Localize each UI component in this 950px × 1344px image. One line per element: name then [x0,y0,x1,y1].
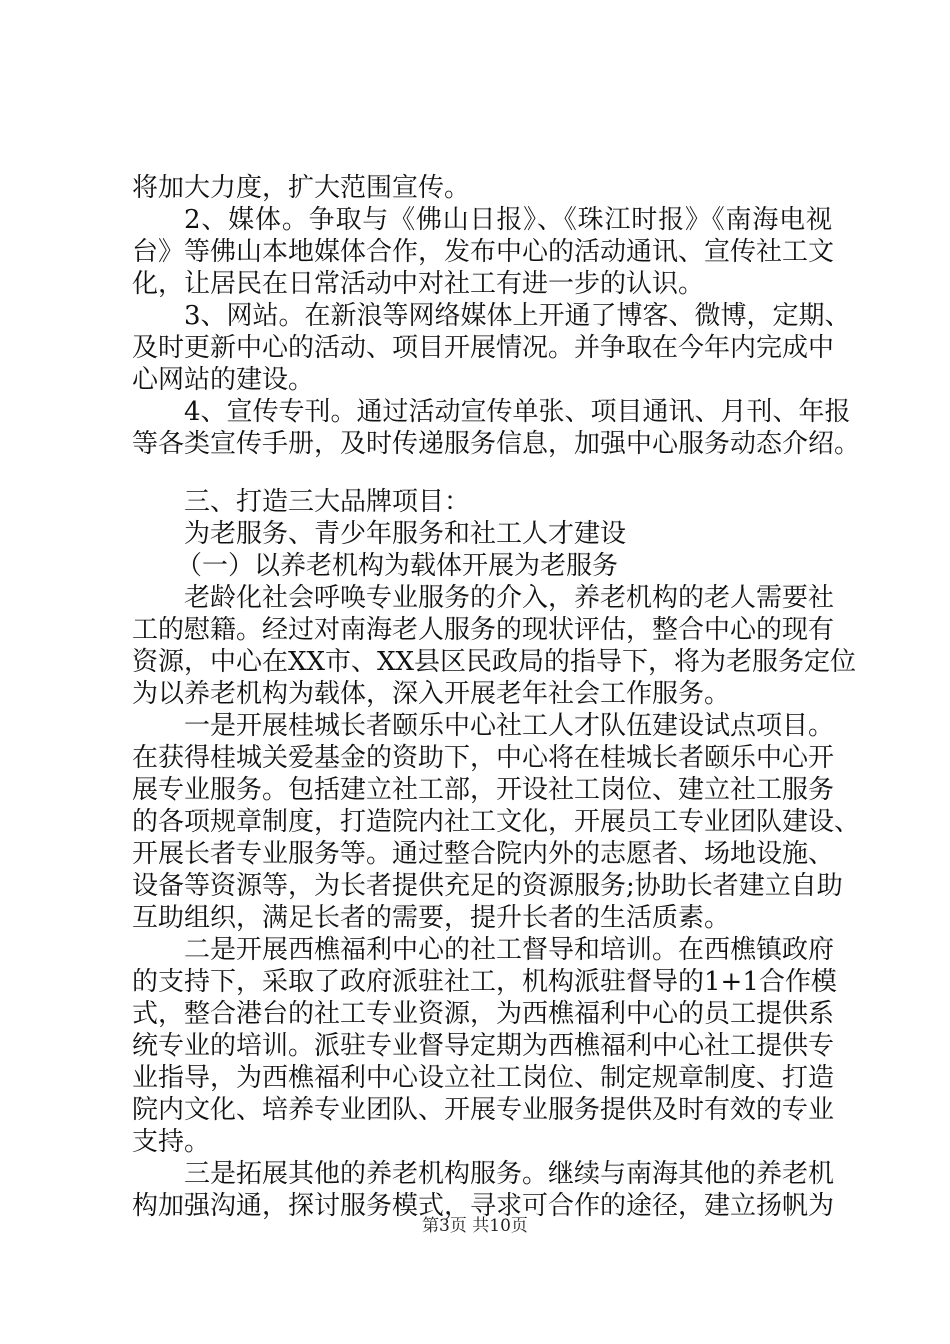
text-line: 化，让居民在日常活动中对社工有进一步的认识。 [132,269,705,299]
text-line: 展专业服务。包括建立社工部，开设社工岗位、建立社工服务 [132,775,835,805]
text-line: 等各类宣传手册，及时传递服务信息，加强中心服务动态介绍。 [132,429,861,459]
text-line: 4、宣传专刊。通过活动宣传单张、项目通讯、月刊、年报 [184,397,851,427]
text-line: 为以养老机构为载体，深入开展老年社会工作服务。 [132,679,731,709]
text-line: 式，整合港台的社工专业资源，为西樵福利中心的员工提供系 [132,999,835,1029]
text-line: 心网站的建设。 [132,365,315,395]
text-line: 业指导，为西樵福利中心设立社工岗位、制定规章制度、打造 [132,1063,835,1093]
text-line: 工的慰籍。经过对南海老人服务的现状评估，整合中心的现有 [132,615,835,645]
text-line: 老龄化社会呼唤专业服务的介入，养老机构的老人需要社 [184,583,835,613]
text-line: 支持。 [132,1127,211,1157]
document-body [132,172,861,1222]
text-line: 互助组织，满足长者的需要，提升长者的生活质素。 [132,903,731,933]
text-line: 将加大力度，扩大范围宣传。 [132,173,471,203]
text-line: 院内文化、培养专业团队、开展专业服务提供及时有效的专业 [132,1095,835,1125]
text-line: 在获得桂城关爱基金的资助下，中心将在桂城长者颐乐中心开 [132,743,835,773]
text-line: 开展长者专业服务等。通过整合院内外的志愿者、场地设施、 [132,839,835,869]
text-line: 的支持下，采取了政府派驻社工，机构派驻督导的1+1合作模 [132,967,837,997]
page-number: 第3页 共10页 [422,1216,528,1236]
text-line: 统专业的培训。派驻专业督导定期为西樵福利中心社工提供专 [132,1031,835,1061]
text-line: 二是开展西樵福利中心的社工督导和培训。在西樵镇政府 [184,935,835,965]
text-line: 2、媒体。争取与《佛山日报》、《珠江时报》《南海电视 [184,205,832,235]
text-line: 及时更新中心的活动、项目开展情况。并争取在今年内完成中 [132,333,835,363]
spacer [132,460,832,486]
text-line: 台》等佛山本地媒体合作，发布中心的活动通讯、宣传社工文 [132,237,835,267]
text-line: 的各项规章制度，打造院内社工文化，开展员工专业团队建设、 [132,807,861,837]
section-heading: 三、打造三大品牌项目： [184,487,471,517]
text-line: 三是拓展其他的养老机构服务。继续与南海其他的养老机 [184,1159,835,1189]
text-line: 构加强沟通，探讨服务模式，寻求可合作的途径，建立扬帆为 [132,1191,835,1221]
text-line: 设备等资源等，为长者提供充足的资源服务;协助长者建立自助 [132,871,843,901]
text-line: 资源，中心在XX市、XX县区民政局的指导下，将为老服务定位 [132,647,857,677]
text-line: 一是开展桂城长者颐乐中心社工人才队伍建设试点项目。 [184,711,835,741]
subsection-title: （一）以养老机构为载体开展为老服务 [176,551,619,581]
section-subheading: 为老服务、青少年服务和社工人才建设 [184,519,627,549]
text-line: 3、网站。在新浪等网络媒体上开通了博客、微博，定期、 [184,301,851,331]
